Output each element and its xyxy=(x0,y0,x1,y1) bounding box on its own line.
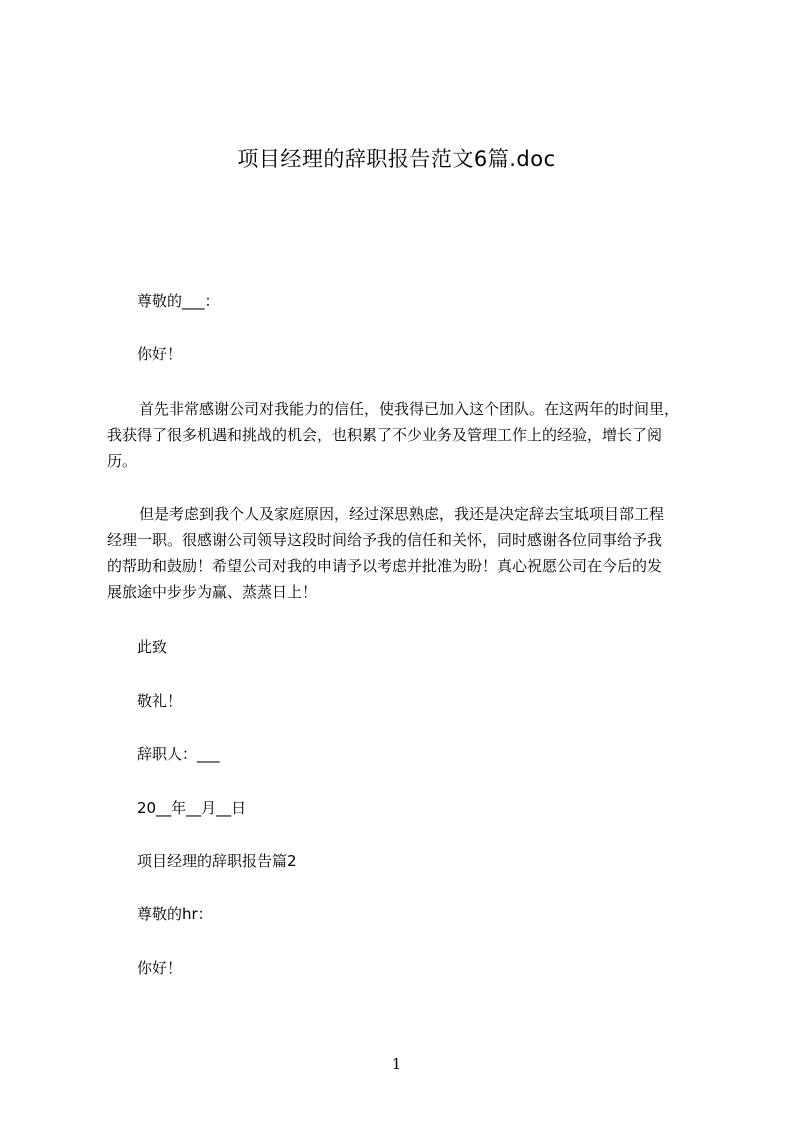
paragraph-2-row: 展旅途中步步为赢、蒸蒸日上！ xyxy=(107,583,318,601)
section-2-title: 项目经理的辞职报告篇2 xyxy=(137,852,297,870)
date-line: 20__年__月__日 xyxy=(137,799,247,817)
paragraph-2-row: 的帮助和鼓励！希望公司对我的申请予以考虑并批准为盼！真心祝愿公司在今后的发 xyxy=(107,557,663,575)
greeting: 你好！ xyxy=(137,345,183,363)
section-2-salutation: 尊敬的hr： xyxy=(137,905,213,923)
paragraph-2 xyxy=(107,501,697,605)
paragraph-1-row: 历。 xyxy=(107,452,138,470)
document-title: 项目经理的辞职报告范文6篇.doc xyxy=(237,147,556,171)
page-number: 1 xyxy=(391,1055,402,1073)
resigner-line: 辞职人：___ xyxy=(137,745,220,763)
paragraph-1-row: 我获得了很多机遇和挑战的机会，也积累了不少业务及管理工作上的经验，增长了阅 xyxy=(107,426,663,444)
closing-ci-zhi: 此致 xyxy=(137,638,168,656)
closing-jing-li: 敬礼！ xyxy=(137,692,183,710)
paragraph-1-row: 首先非常感谢公司对我能力的信任，使我得已加入这个团队。在这两年的时间里， xyxy=(139,400,680,418)
paragraph-2-row: 但是考虑到我个人及家庭原因，经过深思熟虑，我还是决定辞去宝坻项目部工程 xyxy=(139,505,665,523)
section-2-greeting: 你好！ xyxy=(137,959,183,977)
paragraph-2-row: 经理一职。很感谢公司领导这段时间给予我的信任和关怀，同时感谢各位同事给予我 xyxy=(107,531,663,549)
salutation: 尊敬的___： xyxy=(137,292,220,310)
paragraph-1 xyxy=(107,396,697,474)
